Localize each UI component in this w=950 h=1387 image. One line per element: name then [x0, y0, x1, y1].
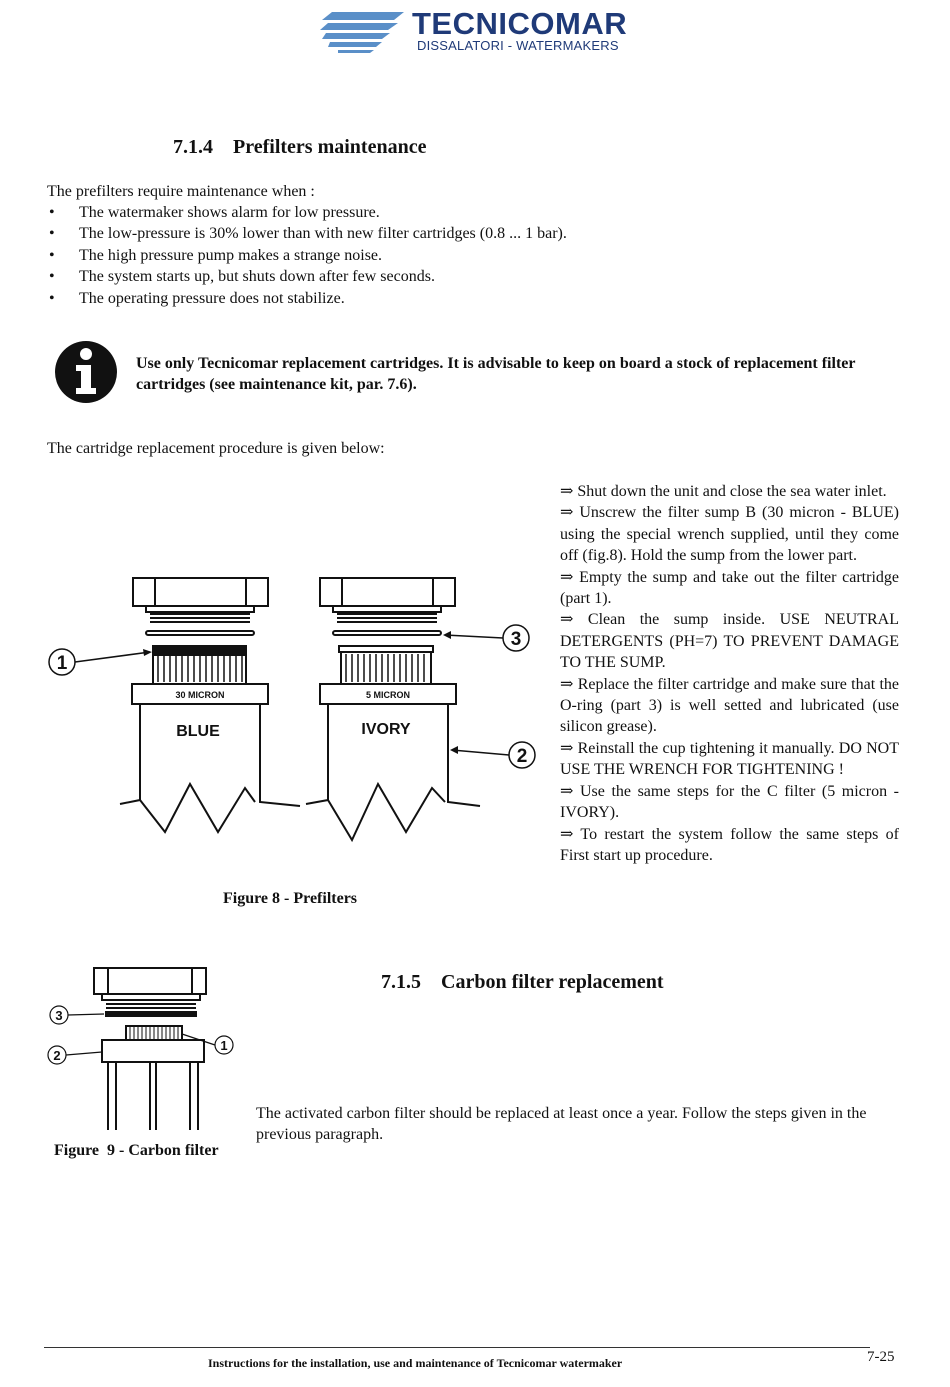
step-item: ⇒ Replace the filter cartridge and make sure that the O-ring (part 3) is well setted and lubricated (use silicon grease).	[560, 675, 899, 736]
section-715-title: 7.1.5 Carbon filter replacement	[381, 971, 664, 993]
step-item: ⇒ Shut down the unit and close the sea water inlet.	[560, 483, 887, 500]
info-icon	[54, 340, 118, 409]
step-item: ⇒ Unscrew the filter sump B (30 micron - BLUE) using the special wrench supplied, until they come off (fig.8). Hold the sump from the lower part.	[560, 504, 899, 565]
figure-9-caption: Figure 9 - Carbon filter	[54, 1142, 219, 1159]
section-714-intro: The prefilters require maintenance when :	[47, 183, 315, 200]
procedure-intro: The cartridge replacement procedure is given below:	[47, 440, 385, 457]
figure-9-carbon-filter	[44, 962, 244, 1139]
left-filter-band-label: 30 MICRON	[175, 690, 225, 700]
callout-2: 2	[53, 1048, 61, 1063]
step-item: ⇒ To restart the system follow the same steps of First start up procedure.	[560, 825, 899, 864]
list-item: • The low-pressure is 30% lower than with new filter cartridges (0.8 ... 1 bar).	[47, 223, 567, 244]
section-714-title: 7.1.4 Prefilters maintenance	[173, 136, 427, 158]
brand-tagline: DISSALATORI - WATERMAKERS	[417, 38, 619, 53]
maintenance-conditions-list	[47, 202, 567, 309]
brand-logo	[318, 8, 410, 59]
callout-3: 3	[510, 629, 522, 650]
figure-8-caption: Figure 8 - Prefilters	[223, 890, 358, 907]
footer-rule	[44, 1347, 870, 1348]
step-item: ⇒ Use the same steps for the C filter (5 micron -IVORY).	[560, 782, 899, 822]
figure-8-prefilters	[40, 570, 540, 855]
right-filter-color-label: IVORY	[361, 721, 411, 738]
callout-2: 2	[516, 746, 528, 767]
page-number: 7-25	[867, 1349, 895, 1365]
list-item: • The operating pressure does not stabilize.	[47, 288, 567, 309]
section-715-text: The activated carbon filter should be replaced at least once a year. Follow the steps given in the previous paragraph.	[256, 1105, 867, 1144]
info-note: Use only Tecnicomar replacement cartridges. It is advisable to keep on board a stock of replacement filter cartridges (see maintenance kit, par. 7.6).	[136, 355, 856, 394]
wave-logo-icon	[318, 8, 410, 54]
right-filter-band-label: 5 MICRON	[365, 690, 411, 700]
callout-3: 3	[55, 1008, 63, 1023]
replacement-steps	[560, 481, 899, 866]
callout-1: 1	[220, 1038, 228, 1053]
step-item: ⇒ Clean the sump inside. USE NEUTRAL DETERGENTS (PH=7) TO PREVENT DAMAGE TO THE SUMP.	[560, 611, 899, 672]
footer-text: Instructions for the installation, use and maintenance of Tecnicomar watermaker	[208, 1356, 623, 1370]
callout-1: 1	[56, 653, 68, 674]
step-item: ⇒ Empty the sump and take out the filter cartridge (part 1).	[560, 568, 899, 608]
step-item: ⇒ Reinstall the cup tightening it manually. DO NOT USE THE WRENCH FOR TIGHTENING !	[560, 739, 899, 779]
list-item: • The watermaker shows alarm for low pressure.	[47, 202, 567, 223]
brand-name: TECNICOMAR	[412, 6, 628, 41]
left-filter-color-label: BLUE	[176, 723, 220, 740]
list-item: • The system starts up, but shuts down after few seconds.	[47, 266, 567, 287]
list-item: • The high pressure pump makes a strange noise.	[47, 245, 567, 266]
